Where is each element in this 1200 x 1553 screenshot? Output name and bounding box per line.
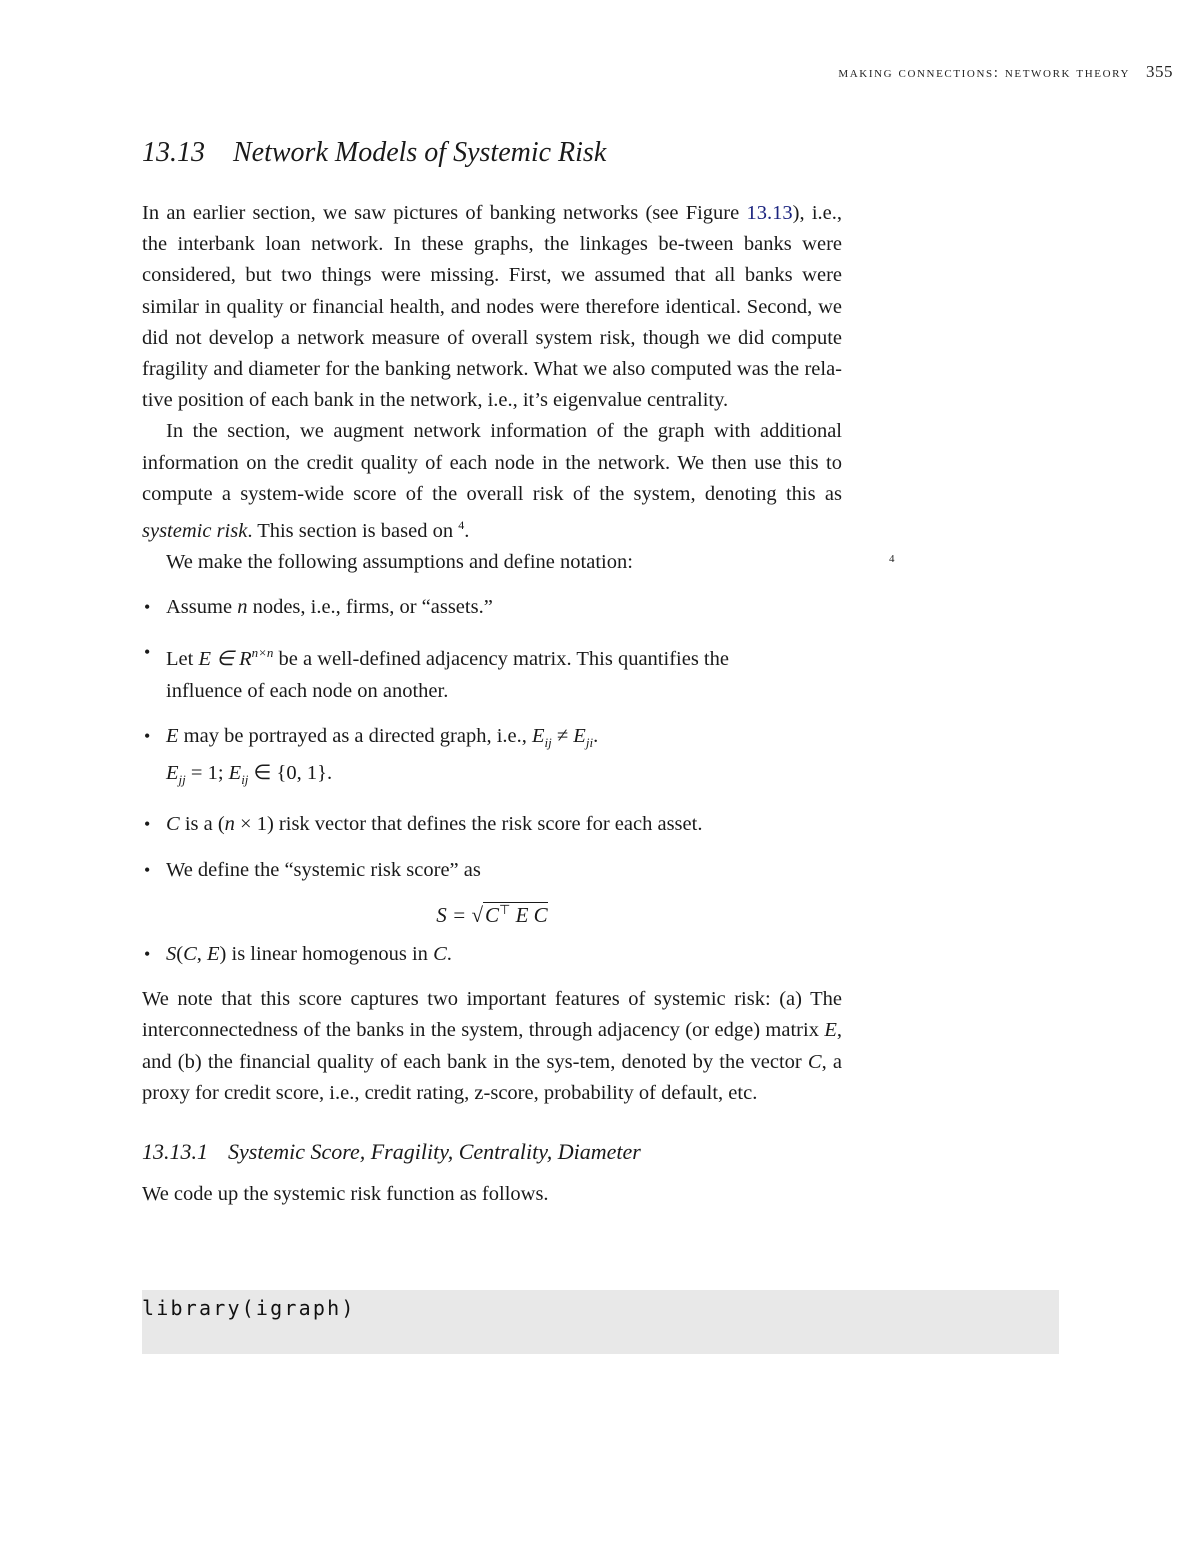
systemic-risk-term: systemic risk — [142, 519, 248, 542]
eq-transpose: ⊤ — [499, 901, 511, 917]
section-number: 13.13 — [142, 137, 205, 168]
b3-m2: E — [532, 724, 545, 747]
bullet-icon: • — [144, 814, 151, 835]
para2-text-a: In the section, we augment network information of the graph with additional information on the credit quality of each node in the network. We then use this to compute a system-wide score of the overall risk of the system, denoting this as — [142, 420, 842, 505]
b3-s4: jj — [178, 772, 186, 788]
eq-lhs: S = — [436, 902, 472, 927]
systemic-risk-equation — [142, 894, 842, 931]
p4-t1: We note that this score captures two important features of systemic risk: (a) The interconnectedness of the banks in the system, through adjacency (or edge) matrix — [142, 988, 842, 1042]
section-title: Network Models of Systemic Risk — [233, 137, 607, 168]
section-heading — [142, 137, 606, 169]
b2-sup: n×n — [251, 645, 274, 661]
b6-t2: , — [196, 942, 208, 965]
b3-m5: E — [228, 762, 242, 784]
paragraph-augment — [142, 416, 842, 547]
b2-pre: Let — [166, 648, 199, 671]
running-title: making connections: network theory — [838, 65, 1130, 81]
subsection-title: Systemic Score, Fragility, Centrality, Diameter — [228, 1138, 641, 1164]
b4-t1: is a ( — [179, 813, 225, 836]
b4-t2: × 1) risk vector that defines the risk score for each asset. — [234, 813, 703, 836]
b6-m4: C — [433, 942, 447, 965]
b2-post: be a well-defined adjacency matrix. This quantifies the — [273, 648, 729, 671]
b3-t1: may be portrayed as a directed graph, i.e., — [178, 724, 533, 747]
p4-m1: E — [824, 1019, 837, 1042]
sqrt-icon: √ — [471, 902, 483, 927]
b6-t3: ) is linear homogenous in — [219, 942, 434, 965]
b2-math: E ∈ R — [198, 648, 252, 671]
paragraph-score-features — [142, 984, 842, 1109]
paragraph-code-intro: We code up the systemic risk function as follows. — [142, 1182, 549, 1205]
b3-t5: ∈ {0, 1}. — [248, 762, 333, 784]
b6-m1: S — [166, 942, 177, 965]
b2-line2: influence of each node on another. — [166, 679, 449, 702]
p4-t3: , a proxy for credit score, i.e., credit rating, z-score, probability of default, etc. — [142, 1050, 842, 1104]
b4-m1: C — [166, 813, 180, 836]
b1-pre: Assume — [166, 596, 238, 619]
b3-t4: = 1; — [185, 762, 229, 784]
code-line: library(igraph) — [142, 1296, 356, 1320]
bullet-icon: • — [144, 859, 151, 880]
list-item — [142, 721, 842, 796]
b1-math: n — [237, 596, 248, 619]
eq-rest: E C — [510, 902, 548, 927]
p4-t2: , and (b) the financial quality of each bank in the sys-tem, denoted by the vector — [142, 1019, 842, 1073]
subsection-number: 13.13.1 — [142, 1138, 208, 1164]
list-item — [142, 637, 842, 706]
b6-t4: . — [446, 942, 452, 965]
b3-m1: E — [166, 724, 179, 747]
citation-marker[interactable]: 4 — [458, 518, 465, 533]
b3-rel: ≠ — [551, 724, 574, 747]
b3-m3: E — [573, 724, 586, 747]
sidenote-marker: 4 — [889, 553, 895, 565]
list-item — [142, 592, 842, 623]
b3-s3: ji — [585, 734, 594, 750]
list-item — [142, 809, 842, 840]
bullet-icon: • — [144, 725, 151, 746]
paragraph-intro — [142, 198, 842, 416]
page-number: 355 — [1146, 62, 1173, 81]
body-column — [142, 198, 842, 1210]
b4-m2: n — [224, 813, 235, 836]
b3-m4: E — [166, 762, 179, 784]
bullet-icon: • — [144, 943, 151, 964]
code-block — [142, 1290, 1059, 1354]
para2-text-c: . — [464, 519, 470, 542]
b3-s2: ij — [544, 734, 552, 750]
para2-text-b: . This section is based on — [247, 519, 459, 542]
list-item — [142, 939, 842, 970]
para1-text-a: In an earlier section, we saw pictures of banking networks (see Figure — [142, 202, 747, 224]
figure-ref-link[interactable]: 13.13 — [746, 202, 793, 224]
b3-end: . — [593, 724, 599, 747]
eq-radicand — [483, 902, 548, 927]
subsection-heading — [142, 1139, 842, 1165]
para1-text-b: ), i.e., the interbank loan network. In these graphs, the linkages be-tween banks were considered, but two things were missing. First, we assumed that all banks were similar in quality or financial health, and nodes were therefore identical. Second, we did not develop a network measure of overall system risk, though we did compute fragility and diameter for the banking network. What we also computed was the rela-tive position of each bank in the network, i.e., it’s eigenvalue centrality. — [142, 202, 843, 412]
bullet-icon: • — [144, 642, 151, 663]
b6-t1: ( — [176, 942, 184, 965]
b1-post: nodes, i.e., firms, or “assets.” — [247, 596, 493, 619]
eq-c: C — [485, 902, 500, 927]
paragraph-assumptions: We make the following assumptions and define notation: — [166, 551, 633, 574]
b6-m2: C — [183, 942, 197, 965]
bullet-icon: • — [144, 597, 151, 618]
p4-m2: C — [807, 1050, 822, 1073]
list-item — [142, 855, 842, 931]
b5-text: We define the “systemic risk score” as — [166, 858, 481, 881]
b6-m3: E — [207, 942, 220, 965]
running-head — [838, 62, 1173, 82]
b3-s5: ij — [241, 772, 249, 788]
assumption-list — [142, 592, 842, 970]
